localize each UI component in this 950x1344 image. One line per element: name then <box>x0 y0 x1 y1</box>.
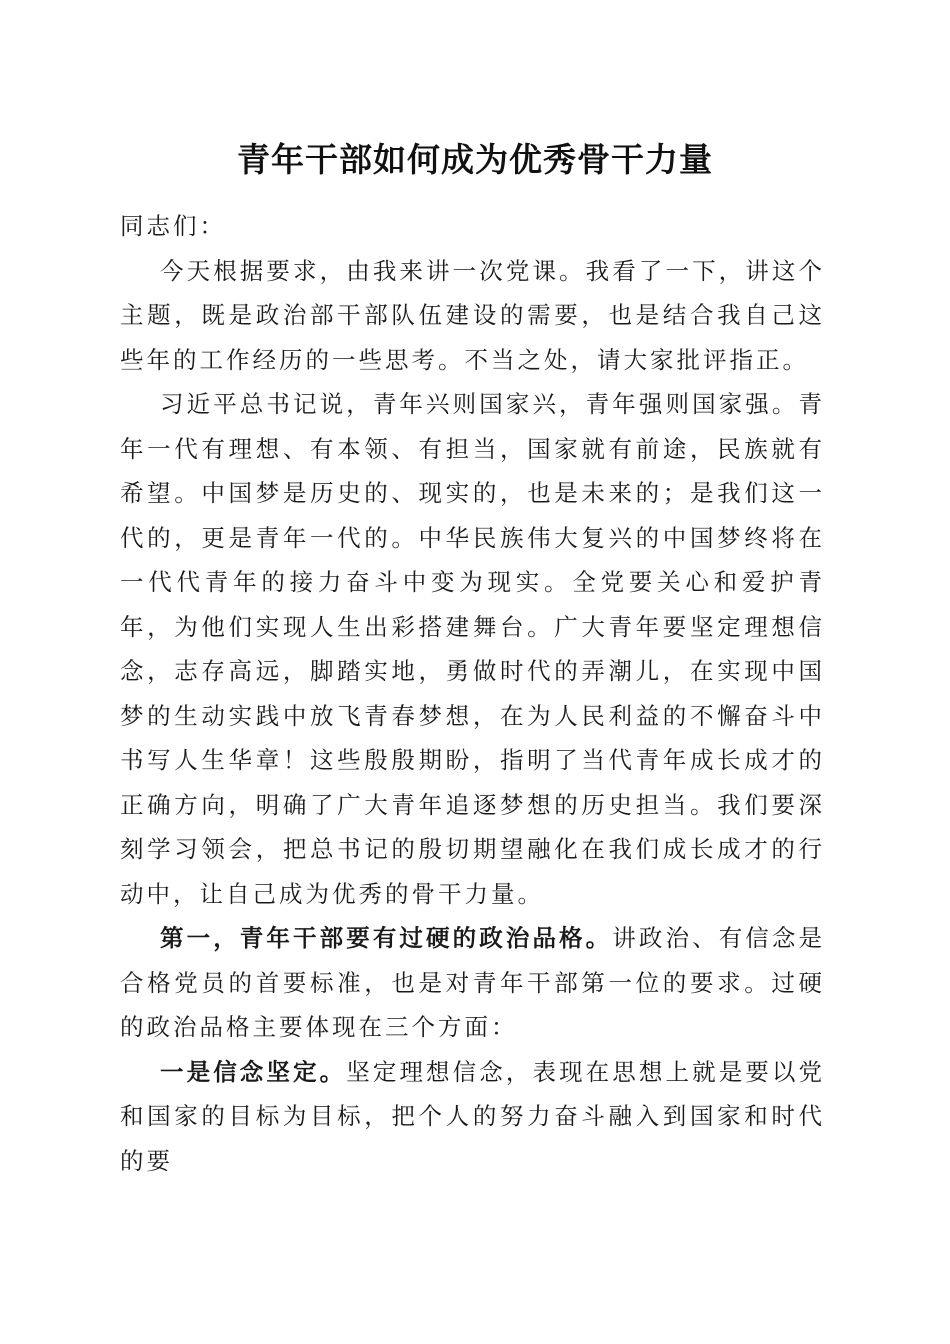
paragraph-subpoint-one <box>120 1050 825 1184</box>
paragraph-text: 讲政治、有信念是合格党员的首要标准，也是对青年干部第一位的要求。过硬的政治品格主要体现在三个方面： <box>120 924 826 1041</box>
paragraph-text: 习近平总书记说，青年兴则国家兴，青年强则国家强。青年一代有理想、有本领、有担当，国家就有前途，民族就有希望。中国梦是历史的、现实的，也是未来的；是我们这一代的，更是青年一代的。中华民族伟大复兴的中国梦终将在一代代青年的接力奋斗中变为现实。全党要关心和爱护青年，为他们实现人生出彩搭建舞台。广大青年要坚定理想信念，志存高远，脚踏实地，勇做时代的弄潮儿，在实现中国梦的生动实践中放飞青春梦想，在为人民利益的不懈奋斗中书写人生华章！这些殷殷期盼，指明了当代青年成长成才的正确方向，明确了广大青年追逐梦想的历史担当。我们要深刻学习领会，把总书记的殷切期望融化在我们成长成才的行动中，让自己成为优秀的骨干力量。 <box>120 390 825 908</box>
paragraph-lead: 一是信念坚定。 <box>160 1057 347 1086</box>
paragraph-lead: 第一，青年干部要有过硬的政治品格。 <box>160 924 613 952</box>
document-title: 青年干部如何成为优秀骨干力量 <box>237 140 713 179</box>
paragraph-quote <box>120 382 825 916</box>
paragraph-point-one <box>120 916 825 1050</box>
document-body <box>120 204 825 1183</box>
salutation: 同志们： <box>120 212 226 240</box>
paragraph-intro <box>120 249 825 383</box>
paragraph-text: 坚定理想信念，表现在思想上就是要以党和国家的目标为目标，把个人的努力奋斗融入到国家和时代的要 <box>120 1057 826 1175</box>
paragraph-text: 今天根据要求，由我来讲一次党课。我看了一下，讲这个主题，既是政治部干部队伍建设的需要，也是结合我自己这些年的工作经历的一些思考。不当之处，请大家批评指正。 <box>120 256 825 374</box>
